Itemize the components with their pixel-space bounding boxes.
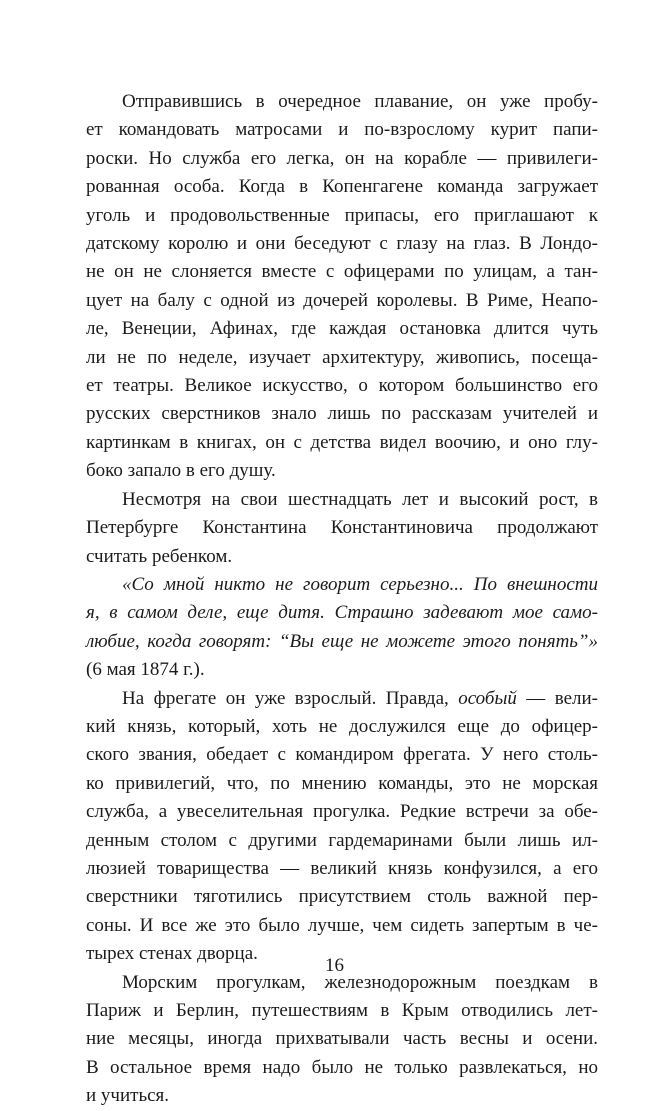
text-line: сверстники тяготились присутствием столь важной пер- xyxy=(86,886,598,908)
text-line: Несмотря на свои шестнадцать лет и высокий рост, в xyxy=(122,488,598,510)
text-line: роски. Но служба его легка, он на корабле — привилеги- xyxy=(86,147,598,169)
text-line: Петербурге Константина Константиновича продолжают xyxy=(86,517,598,539)
text-line: люзией товарищества — великий князь конфузился, а его xyxy=(86,857,598,879)
diary-quote xyxy=(86,571,598,685)
text-line: В остальное время надо было не только развлекаться, но xyxy=(86,1056,598,1078)
text-line: рованная особа. Когда в Копенгагене команда загружает xyxy=(86,176,598,198)
text-line: цует на балу с одной из дочерей королевы. В Риме, Неапо- xyxy=(86,289,598,311)
text-line: не он не слоняется вместе с офицерами по улицам, а тан- xyxy=(86,261,598,283)
text-line: ли не по неделе, изучает архитектуру, живопись, посеща- xyxy=(86,346,598,368)
text-line: ет театры. Великое искусство, о котором большинство его xyxy=(86,375,598,397)
paragraph-1 xyxy=(86,88,598,486)
text-line: и учиться. xyxy=(86,1085,170,1107)
text-line: Париж и Берлин, путешествиям в Крым отводились лет- xyxy=(86,1000,598,1021)
text-line: Морским прогулкам, железнодорожным поездкам в xyxy=(122,971,598,993)
quote-line: я, в самом деле, еще дитя. Страшно задевают мое само- xyxy=(86,602,598,624)
paragraph-3 xyxy=(86,685,598,969)
text-line: русских сверстников знало лишь по рассказам учителей и xyxy=(86,403,598,425)
text-line: считать ребенком. xyxy=(86,545,233,567)
text-line: ского звания, обедает с командиром фрегата. У него столь- xyxy=(86,744,598,766)
text-line: картинкам в книгах, он с детства видел воочию, и оно глу- xyxy=(86,431,598,453)
quote-date: (6 мая 1874 г.). xyxy=(86,659,205,681)
text-line: датскому королю и они беседуют с глазу на глаз. В Лондо- xyxy=(86,233,598,255)
text-line: ле, Венеции, Афинах, где каждая остановка длится чуть xyxy=(86,318,598,340)
text-line: уголь и продовольственные припасы, его приглашают к xyxy=(86,204,598,226)
emphasis-word: особый xyxy=(458,687,517,709)
text-line: соны. И все же это было лучше, чем сидеть запертым в че- xyxy=(86,914,598,936)
text-line: кий князь, который, хоть не дослужился еще до офицер- xyxy=(86,715,598,737)
text-line: ко привилегий, что, по мнению команды, это не морская xyxy=(86,772,598,794)
text-line: ет командовать матросами и по-взрослому курит папи- xyxy=(86,119,598,141)
text-segment: На фрегате он уже взрослый. Правда, xyxy=(122,687,459,709)
text-line: боко запало в его душу. xyxy=(86,460,276,482)
text-segment: — вели- xyxy=(516,687,598,709)
text-line: ние месяцы, иногда прихватывали часть весны и осени. xyxy=(86,1028,598,1050)
page-number: 16 xyxy=(325,955,344,976)
quote-line: любие, когда говорят: “Вы еще не можете этого понять”» xyxy=(86,630,598,652)
text-line: служба, а увеселительная прогулка. Редкие встречи за обе- xyxy=(86,801,598,823)
text-line xyxy=(86,685,598,713)
text-line: тырех стенах дворца. xyxy=(86,943,258,965)
text-line: денным столом с другими гардемаринами были лишь ил- xyxy=(86,829,598,851)
paragraph-4 xyxy=(86,969,598,1111)
text-line: Отправившись в очередное плавание, он уже пробу- xyxy=(122,91,598,112)
paragraph-2 xyxy=(86,486,598,571)
quote-line: «Со мной никто не говорит серьезно... По внешности xyxy=(122,573,598,595)
